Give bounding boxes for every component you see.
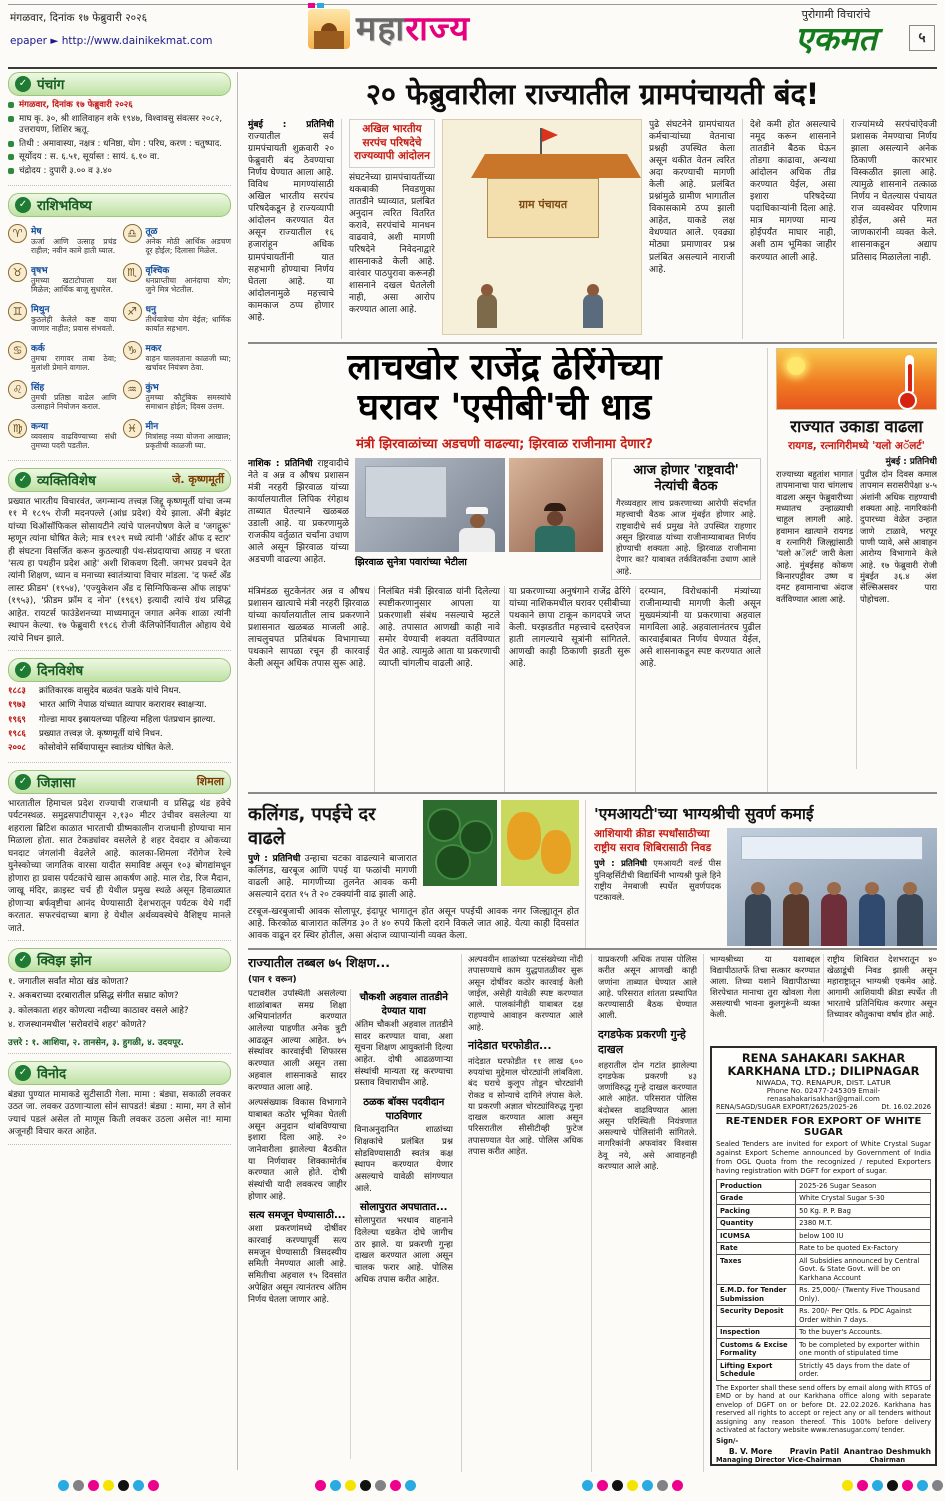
cartoon-figure (477, 294, 497, 328)
zodiac-item-dhanu: ♐ धनु तीर्थयात्रेचा योग येईल; धार्मिक कार्यात सहभाग. (123, 302, 232, 335)
zodiac-item-vrushabh: ♉ वृषभ तुमच्या खटाटोपाला यश मिळेल; आर्थिक बाजू सुधारेल. (8, 263, 117, 296)
panchang-item: मंगळवार, दिनांक १७ फेब्रुवारी २०२६ (8, 100, 231, 112)
vyakti-tag: जे. कृष्णमूर्ती (172, 473, 224, 487)
fruits-headline: कलिंगड, पपईचे दर वाढले (248, 804, 376, 849)
bullet-icon (8, 141, 14, 147)
stone-body: शहरातील दोन गटांत झालेल्या दगडफेक प्रकरणी ४३ जणांविरुद्ध गुन्हे दाखल करण्यात आले आहेत. परिसरात पोलिस बंदोबस्त वाढविण्यात आला असून परिस्थिती नियंत्रणात असल्याचे पोलिसांनी सांगितले. नागरिकांनी अफवांवर विश्वास ठेवू नये, असे आवाहनही करण्यात आले आहे. (598, 1059, 697, 1171)
zodiac-icon: ♒ (123, 380, 142, 399)
ad-title: RE-TENDER FOR EXPORT OF WHITE SUGAR (725, 1116, 922, 1139)
reg-mark-magenta (308, 3, 315, 8)
continued-subhead-4: सोलापुरात अपघातात... (360, 1202, 448, 1214)
cartoon-figure (583, 294, 603, 328)
vyakti-title: व्यक्तिविशेष (37, 472, 96, 489)
vyakti-body: प्रख्यात भारतीय विचारवंत, जगन्मान्य तत्त्वज्ञ जिद्दू कृष्णमूर्ती यांचा जन्म ११ मे १८९५ रोजी मदनपल्ले (आंध्र प्रदेश) येथे झाला. ॲनी बेझंट यांच्या थिऑसॉफिकल सोसायटीने त्यांचे पालनपोषण केले व 'जगद्गुरू' म्हणून त्यांना घोषित केले; मात्र १९२९ मध्ये त्यांनी 'ऑर्डर ऑफ द स्टार' ही संघटना विसर्जित करून कुठल्याही पंथ-संप्रदायाचा आग्रह न धरता 'सत्य हा पथहीन प्रदेश आहे' अशी शिकवण दिली. जगभर प्रवचने देत त्यांनी शिक्षण, ध्यान व मनाच्या स्वातंत्र्याचा विचार मांडला. 'द फर्स्ट अँड लास्ट फ्रीडम' (१९५४), 'एज्युकेशन अँड द सिग्निफिकन्स ऑफ लाइफ' (१९५३), 'फ्रीडम फ्रॉम द नोन' (१९६९) इत्यादी त्यांचे ग्रंथ प्रसिद्ध आहेत. रायटर्स फाउंडेशनच्या माध्यमातून जगात अनेक शाळा त्यांनी स्थापन केल्या. १७ फेब्रुवारी १९८६ रोजी कॅलिफोर्नियातील ओहाय येथे त्यांचे निधन झाले. (8, 496, 231, 644)
signature-chairman: Anantrao Deshmukh Chairman (843, 1446, 931, 1464)
photo-papayas (501, 800, 579, 886)
dinvishesh-section (8, 658, 231, 762)
man-white-cap-figure (459, 507, 495, 552)
date-line: मंगळवार, दिनांक १७ फेब्रुवारी २०२६ (10, 12, 148, 24)
mit-row (594, 828, 937, 946)
acb-box-body: गैरव्यवहार लाच प्रकरणाच्या आरोपी संदर्भात महत्त्वाची बैठक आज मुंबईत होणार आहे. राष्ट्रवादीचे सर्व प्रमुख नेते उपस्थित राहणार असून झिरवाळ यांच्या राजीनाम्याबाबत निर्णय होण्याची शक्यता आहे. झिरवाळ राजीनामा देणार का? याबाबत तर्कवितर्कांना उधाण आले आहे. (616, 498, 756, 576)
quiz-question: ३. कोलकाता शहर कोणत्या नदीच्या काठावर वसले आहे? (8, 1005, 189, 1016)
table-row: Security Deposit Rs. 200/- Per Qtls. & PDC Against Order within 7 days. (717, 1305, 931, 1326)
ad-intro: Sealed Tenders are invited for export of White Crystal Sugar against Export Scheme announced by Government of India from OGL Quota from the recognized / reputed Exporters having registration with DGFT for export of sugar. (716, 1140, 931, 1176)
continued-columns: पटावरील उपस्थिती असलेल्या शाळांबाबत समग्र शिक्षा अभियानांतर्गत करण्यात आलेल्या पाहणीत अनेक त्रुटी आढळून आल्या आहेत. ७५ संस्थांवर कारवाईची शिफारस करण्यात आली असून तसा अहवाल शासनाकडे सादर करण्यात आला आहे. अल्पसंख्याक विकास विभागाने याबाबत कठोर भूमिका घेतली असून अनुदान थांबविण्याचा इशारा दिला आहे. २० जानेवारीला झालेल्या बैठकीत या निर्णयावर शिक्कामोर्तब करण्यात आले होते. दोषी संस्थांची यादी लवकरच जाहीर होणार आहे. सत्य समजून घेण्यासाठी... अशा प्रकरणांमध्ये दोषींवर कारवाई करण्यापूर्वी सत्य समजून घेण्यासाठी त्रिसदस्यीय समिती नेमण्यात आली आहे. समितीचा अहवाल १५ दिवसांत अपेक्षित असून त्यानंतरच अंतिम निर्णय घेतला जाणार आहे. चौकशी अहवाल तातडीने देण्यात यावा अंतिम चौकशी अहवाल तातडीने सादर करण्यात यावा, अशा सूचना शिक्षण आयुक्तांनी दिल्या आहेत. दोषी आढळणाऱ्या संस्थांची मान्यता रद्द करण्याचा प्रस्ताव विचाराधीन आहे. ठळक बॉक्स पदवीदान पाठविणार विनाअनुदानित शाळांच्या शिक्षकांचे प्रलंबित प्रश्न सोडविण्यासाठी स्वतंत्र कक्ष स्थापन करण्यात येणार असल्याचे यावेळी सांगण्यात आले. सोलापुरात अपघातात... सोलापुरात भरधाव वाहनाने दिलेल्या धडकेत दोघे जागीच ठार झाले. या प्रकरणी गुन्हा दाखल करण्यात आला असून चालक फरार आहे. पोलिस अधिक तपास करीत आहेत. (248, 989, 453, 1305)
table-row: Taxes All Subsidies announced by Central Govt. & State Govt. will be on Karkhana Account (717, 1255, 931, 1284)
flag-icon (542, 128, 558, 142)
ad-company-name: RENA SAHAKARI SAKHAR KARKHANA LTD.; DILIPNAGAR (727, 1051, 920, 1079)
quiz-title: क्विझ झोन (37, 953, 92, 970)
bullet-icon (8, 154, 14, 160)
rashi-header (8, 193, 231, 217)
table-row: Grade White Crystal Sugar S-30 (717, 1192, 931, 1204)
zodiac-icon: ♏ (123, 263, 142, 282)
mit-left-col: आशियायी क्रीडा स्पर्धांसाठीच्या राष्ट्रीय सराव शिबिरासाठी निवड पुणे : प्रतिनिधी एमआयटी वर्ल्ड पीस युनिव्हर्सिटीची विद्यार्थिनी भाग्यश्री फुले हिने राष्ट्रीय नेमबाजी स्पर्धेत सुवर्णपदक पटकावले. (594, 828, 721, 903)
lead-col-3: पुढे संघटनेने ग्रामपंचायत कर्मचाऱ्यांच्या वेतनाचा प्रश्नही उपस्थित केला असून थकीत वेतन त्वरित अदा करण्याची मागणी केली आहे. प्रलंबित प्रश्नांमुळे ग्रामीण भागातील विकासकामे ठप्प झाली आहेत, याकडे लक्ष वेधण्यात आले. एवढ्या मोठ्या प्रमाणावर प्रश्न प्रलंबित असल्याने नाराजी आहे. (649, 120, 735, 275)
table-row: Quantity 2380 M.T. (717, 1217, 931, 1229)
bullet-icon (8, 116, 14, 122)
ad-ref-number: RENA/SAGD/SUGAR EXPORT/2625/2025-26 (716, 1103, 858, 1112)
continued-subhead-1: सत्य समजून घेण्यासाठी... (249, 1210, 346, 1222)
acb-headline-line2: घरावर 'एसीबी'ची धाड (357, 387, 652, 429)
fruits-body-2: टरबूज-खरबुजाची आवक सोलापूर, इंदापूर भागातून होत असून पपईची आवक नगर जिल्ह्यातून होत आहे. किरकोळ बाजारात कलिंगड ३० ते ४० रुपये किलो दराने विकले जात आहे. येत्या काही दिवसांत आवक वाढून दर स्थिर होतील, असा अंदाज व्यापाऱ्यांनी व्यक्त केला. (248, 907, 579, 942)
quiz-question: १. जगातील सर्वांत मोठा खंड कोणता? (8, 977, 129, 988)
quiz-answers: उत्तरे : १. आशिया, २. तानसेन, ३. हुगळी, ४. उदयपूर. (8, 1037, 184, 1048)
vyakti-icon: ✓ (15, 472, 31, 488)
zodiac-item-kanya: ♍ कन्या व्यवसाय वाढविण्याच्या संधी तुमच्या पदरी पडतील. (8, 419, 117, 452)
mit-byline: पुणे : प्रतिनिधी (594, 858, 647, 869)
heat-story (776, 348, 937, 792)
cartoon-label: ग्राम पंचायत (518, 198, 568, 211)
lead-byline: मुंबई : प्रतिनिधी (248, 120, 334, 130)
lead-headline: २० फेब्रुवारीला राज्यातील ग्रामपंचायती बंद! (365, 77, 820, 111)
signature-managing-director: B. V. More Managing Director (716, 1446, 786, 1464)
ad-sign-label: Sign/- (716, 1436, 739, 1445)
acb-side-box (611, 458, 761, 580)
registration-dots (842, 1480, 943, 1491)
zodiac-item-vrushchik: ♏ वृश्चिक धनप्राप्तीचा आनंदाचा योग; जुने मित्र भेटतील. (123, 263, 232, 296)
table-row: Inspection To the buyer's Accounts. (717, 1326, 931, 1338)
signature-vice-chairman: Pravin Patil Vice-Chairman (787, 1446, 842, 1464)
continued-subhead-3: ठळक बॉक्स पदवीदान पाठविणार (363, 1097, 445, 1123)
zodiac-item-kumbh: ♒ कुंभ तुमच्या कौटुंबिक समस्यांचे समाधान होईल; दिवस उत्तम. (123, 380, 232, 413)
stone-story (591, 954, 697, 1472)
dinvishesh-title: दिनविशेष (37, 663, 84, 680)
dinvishesh-item: १९७३ भारत आणि नेपाळ यांच्यात व्यापार करारावर स्वाक्षऱ्या. (8, 700, 207, 711)
zodiac-icon: ♈ (8, 224, 27, 243)
jidnyasa-icon: ✓ (15, 774, 31, 790)
zodiac-item-mithun: ♊ मिथुन कुठलेही केलेले कष्ट वाया जाणार नाहीत; प्रवास संभवतो. (8, 302, 117, 335)
acb-box-title: आज होणार 'राष्ट्रवादी' नेत्यांची बैठक (633, 462, 739, 494)
photo-caption: झिरवाळ सुनेत्रा पवारांच्या भेटीला (355, 556, 467, 568)
panchang-item: तिथी : अमावास्या, नक्षत्र : धनिष्ठा, योग : परिघ, करण : चतुष्पाद. (8, 139, 231, 151)
stone-headline: दगडफेक प्रकरणी गुन्हे दाखल (598, 1027, 686, 1056)
zodiac-icon: ♓ (123, 419, 142, 438)
lead-col-2: अखिल भारतीय सरपंच परिषदेचे राज्यव्यापी आंदोलन संघटनेच्या ग्रामपंचायतींच्या थकबाकी निवडणुका तातडीने घ्याव्यात, प्रलंबित अनुदान त्वरित वितरित करावे, सरपंचांचे मानधन वाढवावे, अशी मागणी परिषदेने निवेदनाद्वारे शासनाकडे केली आहे. वारंवार पाठपुरावा करूनही शासनाने दखल घेतलेली नाही, असा आरोप करण्यात आला आहे. (341, 119, 435, 339)
quiz-icon: ✓ (15, 952, 31, 968)
jidnyasa-header (8, 770, 231, 794)
thermometer-tube (905, 355, 914, 395)
photo-sunetra-pawar (509, 458, 603, 552)
heat-subhead: रायगड, रत्नागिरीमध्ये 'यलो अॅलर्ट' (788, 440, 925, 452)
thermometer-bulb (898, 391, 917, 410)
panchang-icon: ✓ (15, 76, 31, 92)
acb-body-columns: मंत्रिमंडळ सुटकेनंतर अन्न व औषध प्रशासन खात्याचे मंत्री नरहरी झिरवाळ यांच्या कार्यालयातील लाच प्रकरणाने प्रशासनात खळबळ माजली आहे. लाचलुचपत प्रतिबंधक विभागाच्या पथकाने सापळा रचून ही कारवाई केली असून अधिक तपास सुरू आहे. निलंबित मंत्री झिरवाळ यांनी दिलेल्या स्पष्टीकरणानुसार आपला या प्रकरणाशी संबंध नसल्याचे म्हटले आहे. तपासात आणखी काही नावे समोर येण्याची शक्यता वर्तविण्यात येत आहे. त्यामुळे आता या प्रकरणाची व्याप्ती चांगलीच वाढली आहे. या प्रकरणाच्या अनुषंगाने राजेंद्र ढेरिंगे यांच्या नाशिकमधील घरावर एसीबीच्या पथकाने छापा टाकून कागदपत्रे जप्त केली. घरझडतीत महत्त्वाचे दस्तऐवज हाती लागल्याचे सूत्रांनी सांगितले. आणखी काही ठिकाणी झडती सुरू आहे. दरम्यान, विरोधकांनी मंत्र्यांच्या राजीनाम्याची मागणी केली असून मुख्यमंत्र्यांनी या प्रकरणाचा अहवाल मागविला आहे. अहवालानंतरच पुढील कारवाईबाबत निर्णय घेण्यात येईल, असे शासनाकडून स्पष्ट करण्यात आले आहे. (248, 586, 761, 669)
zodiac-item-kark: ♋ कर्क तुमचा रागावर ताबा ठेवा; मुलांशी प्रेमाने वागाल. (8, 341, 117, 374)
zodiac-item-makar: ♑ मकर वाहन चालवताना काळजी घ्या; खर्चावर नियंत्रण ठेवा. (123, 341, 232, 374)
vinod-title: विनोद (37, 1065, 67, 1082)
ad-signatures (716, 1447, 931, 1464)
cartoon-gram-panchayat (442, 119, 642, 335)
masthead-rajya: राज्य (405, 9, 471, 49)
vinod-header (8, 1061, 231, 1085)
bullet-icon (8, 168, 14, 174)
registration-dots (582, 1480, 683, 1491)
panchang-section (8, 72, 231, 186)
stone-pre: याप्रकरणी अधिक तपास पोलिस करीत असून आणखी काही जणांना ताब्यात घेण्यात आले आहे. परिसरात शांतता प्रस्थापित करण्यासाठी बैठक घेण्यात आली. (598, 954, 697, 1021)
lead-story (248, 72, 937, 344)
ad-table (716, 1179, 931, 1381)
zodiac-item-tula: ♎ तूळ अनेक मोठी आर्थिक अडचण दूर होईल; दिलासा मिळेल. (123, 224, 232, 257)
acb-photos (355, 458, 605, 580)
quiz-section (8, 948, 231, 1054)
mit-subhead: आशियायी क्रीडा स्पर्धांसाठीच्या राष्ट्रीय सराव शिबिरासाठी निवड (594, 828, 712, 854)
sun-icon (787, 357, 805, 375)
registration-dots-row (0, 1480, 945, 1494)
panchang-item: सूर्योदय : स. ६.५१, सूर्यास्त : सायं. ६.१० वा. (8, 152, 231, 164)
vyakti-section (8, 468, 231, 652)
masthead-maha: महा (356, 9, 406, 49)
heat-byline: मुंबई : प्रतिनिधी (885, 457, 937, 467)
rashi-title: राशिभविष्य (37, 197, 92, 214)
zodiac-grid (8, 221, 231, 455)
continued-headline: राज्यातील तब्बल ७५ शिक्षण... (248, 955, 391, 970)
main-content (248, 72, 937, 1470)
masthead-title (356, 9, 471, 49)
continued-subhead-2: चौकशी अहवाल तातडीने देण्यात यावा (359, 992, 448, 1017)
table-row: Packing 50 Kg. P. P. Bag (717, 1205, 931, 1217)
table-row: Rate Rate to be quoted Ex-Factory (717, 1242, 931, 1254)
lead-col-5: राज्यांमध्ये सरपंचांऐवजी प्रशासक नेमण्याचा निर्णय झाला असल्याने अनेक ठिकाणी कारभार विस्कळीत झाला आहे. त्यामुळे शासनाने तत्काळ निर्णय न घेतल्यास पंचायत राज व्यवस्थेवर परिणाम होईल, असे मत जाणकारांनी व्यक्त केले. शासनाकडून अद्याप प्रतिसाद मिळालेला नाही. (843, 119, 937, 339)
heat-headline: राज्यात उकाडा वाढला (790, 417, 923, 436)
ad-contact: Phone No. 02477-245309 Email-renasahakarisakhar@gmail.com (766, 1087, 881, 1104)
nanded-pre: अल्पवयीन शाळांच्या पटसंख्येच्या नोंदी तपासण्याचे काम युद्धपातळीवर सुरू असून दोषींवर कठोर कारवाई केली जाईल, असेही यावेळी स्पष्ट करण्यात आले. पालकांनीही याबाबत दक्ष राहण्याचे आवाहन करण्यात आले आहे. (468, 954, 583, 1032)
registration-marks-top (308, 3, 324, 8)
cartoon-building (487, 178, 599, 238)
dinvishesh-item: १९६९ गोल्डा मायर इस्रायलच्या पहिल्या महिला पंतप्रधान झाल्या. (8, 714, 216, 725)
jidnyasa-section (8, 770, 231, 941)
ad-footer-text: The Exporter shall these send offers by email along with RTGS of EMD or by hand at our Karkhana office along with separate envelop of DGFT on or before Dt. 22.02.2026. Karkhana has reserved all rights to accept or reject any or all tenders without assigning any reason thereof. This 100% before delivery activated at factory website www.renasugar.com/ tender. (716, 1384, 931, 1435)
table-row: ICUMSA below 100 IU (717, 1230, 931, 1242)
vyakti-header (8, 468, 231, 492)
building-shape (365, 466, 447, 518)
epaper-link[interactable]: epaper ► http://www.dainikekmat.com (10, 35, 213, 47)
mit-headline: 'एमआयटी'च्या भाग्यश्रीची सुवर्ण कमाई (594, 805, 814, 823)
registration-dots (315, 1480, 416, 1491)
table-row: Production 2025-26 Sugar Season (717, 1180, 931, 1192)
panchang-title: पंचांग (37, 77, 65, 93)
fruits-byline: पुणे : प्रतिनिधी (248, 854, 301, 864)
fort-icon (308, 9, 350, 49)
zodiac-icon: ♌ (8, 380, 27, 399)
masthead (308, 9, 470, 49)
table-row: Customs & Excise Formality To be completed by exporter within one month of stipulated time (717, 1339, 931, 1360)
third-band (248, 800, 937, 950)
nanded-body: नांदेडात घरफोडीत ११ लाख ६०० रुपयांचा मुद्देमाल चोरट्यांनी लांबविला. बंद घराचे कुलूप तोडून चोरट्यांनी रोकड व सोन्याचे दागिने लंपास केले. या प्रकरणी अज्ञात चोरट्यांविरुद्ध गुन्हा दाखल करण्यात आला असून परिसरातील सीसीटीव्ही फुटेज तपासण्यात येत आहे. पोलिस अधिक तपास करीत आहेत. (468, 1055, 583, 1156)
thermometer-image (776, 348, 937, 410)
zodiac-item-mesh: ♈ मेष ऊर्जा आणि उत्साह प्रचंड राहील; नवीन कामे हाती घ्याल. (8, 224, 117, 257)
table-row: E.M.D. for Tender Submission Rs. 25,000/- (Twenty Five Thousand Only). (717, 1284, 931, 1305)
zodiac-icon: ♎ (123, 224, 142, 243)
tender-advertisement (710, 1046, 937, 1466)
zodiac-item-sinha: ♌ सिंह तुमची प्रतिष्ठा वाढेल आणि उत्साहाने नियोजन कराल. (8, 380, 117, 413)
second-band (248, 348, 937, 794)
lead-columns (248, 119, 937, 339)
panchang-item: चंद्रोदय : दुपारी ३.०० व ३.४० (8, 166, 231, 178)
acb-subhead: मंत्री झिरवाळांच्या अडचणी वाढल्या; झिरवाळ राजीनामा देणार? (356, 436, 653, 452)
mit-continuation: भाग्यश्रीच्या या यशाबद्दल विद्यापीठातर्फे तिचा सत्कार करण्यात आला. तिच्या यशाने विद्यापीठाच्या शिरपेचात मानाचा तुरा खोवला गेला असल्याची भावना कुलगुरूंनी व्यक्त केली. राष्ट्रीय शिबिरात देशभरातून ४० खेळाडूंची निवड झाली असून महाराष्ट्रातून भाग्यश्री एकमेव आहे. आगामी आशियायी क्रीडा स्पर्धेत ती भारताचे प्रतिनिधित्व करणार असून तिच्यावर कौतुकाचा वर्षाव होत आहे. (710, 954, 937, 1019)
jidnyasa-tag: शिमला (196, 775, 224, 789)
page-header (8, 4, 937, 69)
brand-block (794, 7, 877, 58)
bullet-icon (8, 102, 14, 108)
cartoon-roof (471, 154, 641, 178)
continued-story (248, 954, 453, 1472)
acb-story (248, 348, 768, 792)
quiz-header (8, 948, 231, 972)
photo-rajendra-dheringe-house (355, 458, 505, 552)
acb-byline: नाशिक : प्रतिनिधी (248, 458, 313, 469)
zodiac-icon: ♊ (8, 302, 27, 321)
dinvishesh-icon: ✓ (15, 662, 31, 678)
brand-tagline: पुरोगामी विचारांचे (801, 8, 871, 21)
quiz-question: २. अकबराच्या दरबारातील प्रसिद्ध संगीत सम्राट कोण? (8, 991, 179, 1002)
lead-col-4: देशे कमी होत असल्याचे नमूद करून शासनाने तातडीने बैठक घेऊन तोडगा काढावा, अन्यथा आंदोलन अधिक तीव्र करण्यात येईल, असा इशारा परिषदेच्या पदाधिकाऱ्यांनी दिला आहे. मात्र मागण्या मान्य होईपर्यंत माघार नाही, अशी ठाम भूमिका जाहीर करण्यात आली आहे. (742, 119, 836, 339)
dinvishesh-header (8, 658, 231, 682)
vinod-section (8, 1061, 231, 1145)
zodiac-icon: ♍ (8, 419, 27, 438)
dinvishesh-item: २००८ कोसोवोने सर्बियापासून स्वातंत्र्य घोषित केले. (8, 742, 174, 753)
table-row: Lifting Export Schedule Strictly 45 days from the date of order. (717, 1360, 931, 1381)
panchang-header (8, 72, 231, 96)
mit-continuation-and-ad (703, 954, 937, 1472)
mit-story (594, 800, 937, 948)
lead-red-box: अखिल भारतीय सरपंच परिषदेचे राज्यव्यापी आंदोलन (349, 119, 435, 168)
vinod-icon: ✓ (15, 1065, 31, 1081)
reg-mark-cyan (317, 3, 324, 8)
fruit-photos (423, 800, 579, 886)
rashi-icon: ✓ (15, 197, 31, 213)
acb-headline-line1: लाचखोर राजेंद्र ढेरिंगेच्या (347, 348, 662, 388)
nanded-headline: नांदेडात घरफोडीत... (468, 1038, 552, 1052)
zodiac-icon: ♉ (8, 263, 27, 282)
banner-shape (741, 836, 923, 860)
zodiac-item-meen: ♓ मीन मित्रांसह नव्या योजना आखाल; प्रकृतीची काळजी घ्या. (123, 419, 232, 452)
zodiac-icon: ♐ (123, 302, 142, 321)
woman-figure (535, 503, 575, 552)
nanded-story (461, 954, 583, 1472)
left-sidebar (8, 72, 238, 1470)
vinod-body: बंड्या पुण्यात मामाकडे सुटीसाठी गेला. मामा : बंड्या, सकाळी लवकर उठत जा. लवकर उठणाऱ्याला सोनं सापडतं! बंड्या : मामा, मग ते सोनं ज्याचं पडलं असेल तो माणूस किती लवकर उठला असेल ना! मामा अजूनही विचार करत आहेत. (8, 1089, 231, 1138)
ad-date: Dt. 16.02.2026 (881, 1103, 931, 1112)
bottom-band (248, 954, 937, 1472)
photo-felicitation-group (727, 828, 937, 946)
dinvishesh-item: १८८३ क्रांतिकारक वासुदेव बळवंत फडके यांचे निधन. (8, 686, 182, 697)
acb-intro-col: नाशिक : प्रतिनिधी राष्ट्रवादीचे नेते व अन्न व औषध प्रशासन मंत्री नरहरी झिरवाळ यांच्या कार्यालयातील लिपिक रंगेहाथ ताब्यात घेतल्याने खळबळ उडाली आहे. या प्रकरणामुळे राजकीय वर्तुळात चर्चांना उधाण आले असून झिरवाळ यांच्या अडचणी वाढल्या आहेत. (248, 458, 349, 565)
jump-label: (पान १ वरून) (248, 975, 297, 985)
zodiac-icon: ♋ (8, 341, 27, 360)
zodiac-icon: ♑ (123, 341, 142, 360)
photo-watermelons (423, 800, 497, 886)
jidnyasa-body: भारतातील हिमाचल प्रदेश राज्याची राजधानी व प्रसिद्ध थंड हवेचे पर्यटनस्थळ. समुद्रसपाटीपासून २,१३० मीटर उंचीवर वसलेल्या या शहराला ब्रिटिश काळात भारताची ग्रीष्मकालीन राजधानी होण्याचा मान मिळाला होता. सात टेकड्यांवर वसलेले हे शहर देवदार व ओकच्या घनदाट जंगलांनी वेढलेले आहे. कालका-शिमला नॅरोगेज रेल्वे युनेस्कोच्या जागतिक वारसा यादीत समाविष्ट असून १०३ बोगद्यांमधून होणारा हा प्रवास पर्यटकांचे खास आकर्षण आहे. माल रोड, रिज मैदान, जाखू मंदिर, क्राइस्ट चर्च ही येथील प्रमुख स्थळे असून हिवाळ्यात होणाऱ्या बर्फवृष्टीचा आनंद घेण्यासाठी देशभरातून पर्यटक येथे गर्दी करतात. सफरचंदाच्या बागा हे येथील अर्थव्यवस्थेचे वैशिष्ट्य मानले जाते. (8, 798, 231, 934)
dinvishesh-item: १९८६ प्रख्यात तत्त्वज्ञ जे. कृष्णमूर्ती यांचे निधन. (8, 728, 163, 739)
quiz-question: ४. राजस्थानमधील 'सरोवरांचे शहर' कोणते? (8, 1019, 147, 1030)
page-number: ५ (909, 25, 935, 51)
panchang-item: माघ कृ. ३०, श्री शालिवाहन शके १९४७, विश्वावसु संवत्सर २०८२, उत्तरायण, शिशिर ऋतू. (8, 114, 231, 137)
heat-body-columns: राज्याच्या बहुतांश भागात तापमानाचा पारा चांगलाच वाढला असून फेब्रुवारीच्या मध्यातच उन्हाळ्याची चाहूल लागली आहे. हवामान खात्याने रायगड व रत्नागिरी जिल्ह्यांसाठी 'यलो अॅलर्ट' जारी केला आहे. मुंबईसह कोकण किनारपट्टीवर उष्ण व दमट हवामानाचा अंदाज वर्तविण्यात आला आहे. पुढील दोन दिवस कमाल तापमान सरासरीपेक्षा ४-५ अंशांनी अधिक राहण्याची शक्यता आहे. नागरिकांनी दुपारच्या वेळेत उन्हात जाणे टाळावे, भरपूर पाणी प्यावे, असे आवाहन आरोग्य विभागाने केले आहे. १७ फेब्रुवारी रोजी मुंबईत ३६.४ अंश सेल्सिअसवर पारा पोहोचला. (776, 469, 937, 604)
registration-dots (58, 1480, 159, 1491)
fort-base (314, 31, 344, 49)
jidnyasa-title: जिज्ञासा (37, 774, 76, 791)
ad-reference-row (716, 1103, 931, 1114)
ad-address: NIWADA, TQ. RENAPUR, DIST. LATUR (756, 1078, 891, 1088)
acb-middle-row (248, 458, 761, 580)
rashi-section (8, 193, 231, 461)
brand-ekmat: एकमत (794, 19, 877, 58)
fruits-story: कलिंगड, पपईचे दर वाढले पुणे : प्रतिनिधी उन्हाचा चटका वाढल्याने बाजारात कलिंगड, खरबूज आणि पपई या फळांची मागणी वाढली आहे. मागणीच्या तुलनेत आवक कमी असल्याने दरात १५ ते २० टक्क्यांनी वाढ झाली आहे. टरबूज-खरबुजाची आवक सोलापूर, इंदापूर भागातून होत असून पपईची आवक नगर जिल्ह्यातून होत आहे. किरकोळ बाजारात कलिंगड ३० ते ४० रुपये किलो दराने विकले जात आहे. येत्या काही दिवसांत आवक वाढून दर स्थिर होतील, असा अंदाज व्यापाऱ्यांनी व्यक्त केला. (248, 800, 586, 948)
lead-col-1: मुंबई : प्रतिनिधी राज्यातील सर्व ग्रामपंचायती शुक्रवारी २० फेब्रुवारी बंद ठेवण्याचा निर्णय घेण्यात आला आहे. विविध मागण्यांसाठी अखिल भारतीय सरपंच परिषदेकडून हे राज्यव्यापी आंदोलन करण्यात येत असून राज्यातील १६ हजारांहून अधिक ग्रामपंचायतींनी यात सहभागी होण्याचा निर्णय घेतला आहे. या आंदोलनामुळे महत्त्वाचे कामकाज ठप्प होणार आहे. (248, 120, 334, 323)
